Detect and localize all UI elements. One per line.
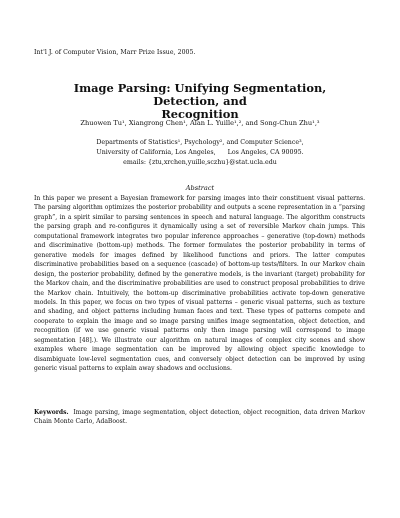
paper-title: Image Parsing: Unifying Segmentation, Detection, and Recognition [73,81,327,122]
affiliation-emails: emails: {ztu,xrchen,yuille,sczhu}@stat.ucla.edu [123,159,277,167]
journal-header: Int'l J. of Computer Vision, Marr Prize Issue, 2005. [34,49,196,56]
abstract-text: In this paper we present a Bayesian framework for parsing images into their constituent visual patterns. The parsing algorithm optimizes the posterior probability and outputs a scene representation in a “parsing graph”, in a spirit similar to parsing sentences in speech and natural language. The algorithm constructs the parsing graph and re-configures it dynamically using a set of reversible Markov chain jumps. This computational framework integrates two popular inference approaches – generative (top-down) methods and discriminative (bottom-up) methods. The former formulates the posterior probability in terms of generative models for images defined by likelihood functions and priors. The latter computes discriminative probabilities based on a sequence (cascade) of bottom-up tests/filters. In our Markov chain design, the posterior probability, defined by the generative models, is the invariant (target) probability for the Markov chain, and the discriminative probabilities are used to construct proposal probabilities to drive the Markov chain. Intuitively, the bottom-up discriminative probabilities activate top-down generative models. In this paper, we focus on two types of visual patterns – generic visual patterns, such as texture and shading, and object patterns including human faces and text. These types of patterns compete and cooperate to explain the image and so image parsing unifies image segmentation, object detection, and recognition (if we use generic visual patterns only then image parsing will correspond to image segmentation [48].). We illustrate our algorithm on natural images of complex city scenes and show examples where image segmentation can be improved by allowing object specific knowledge to disambiguate low-level segmentation cues, and conversely object detection can be improved by using generic visual patterns to explain away shadows and occlusions. [34,195,365,373]
keywords-section [34,408,365,427]
affiliation-block [40,138,360,169]
author-list: Zhuowen Tu¹, Xiangrong Chen¹, Alan L. Yuille¹,², and Song-Chun Zhu¹,³ [80,119,320,127]
abstract-heading: Abstract [185,184,215,192]
keywords-label: Keywords. [34,409,69,416]
abstract-body [34,194,365,374]
keywords-text: Image parsing, image segmentation, object detection, object recognition, data driven Markov Chain Monte Carlo, AdaBoost. [34,409,365,426]
affiliation-departments: Departments of Statistics¹, Psychology², and Computer Science³, [96,139,304,146]
affiliation-university: University of California, Los Angeles, Los Angeles, CA 90095. [96,149,304,157]
